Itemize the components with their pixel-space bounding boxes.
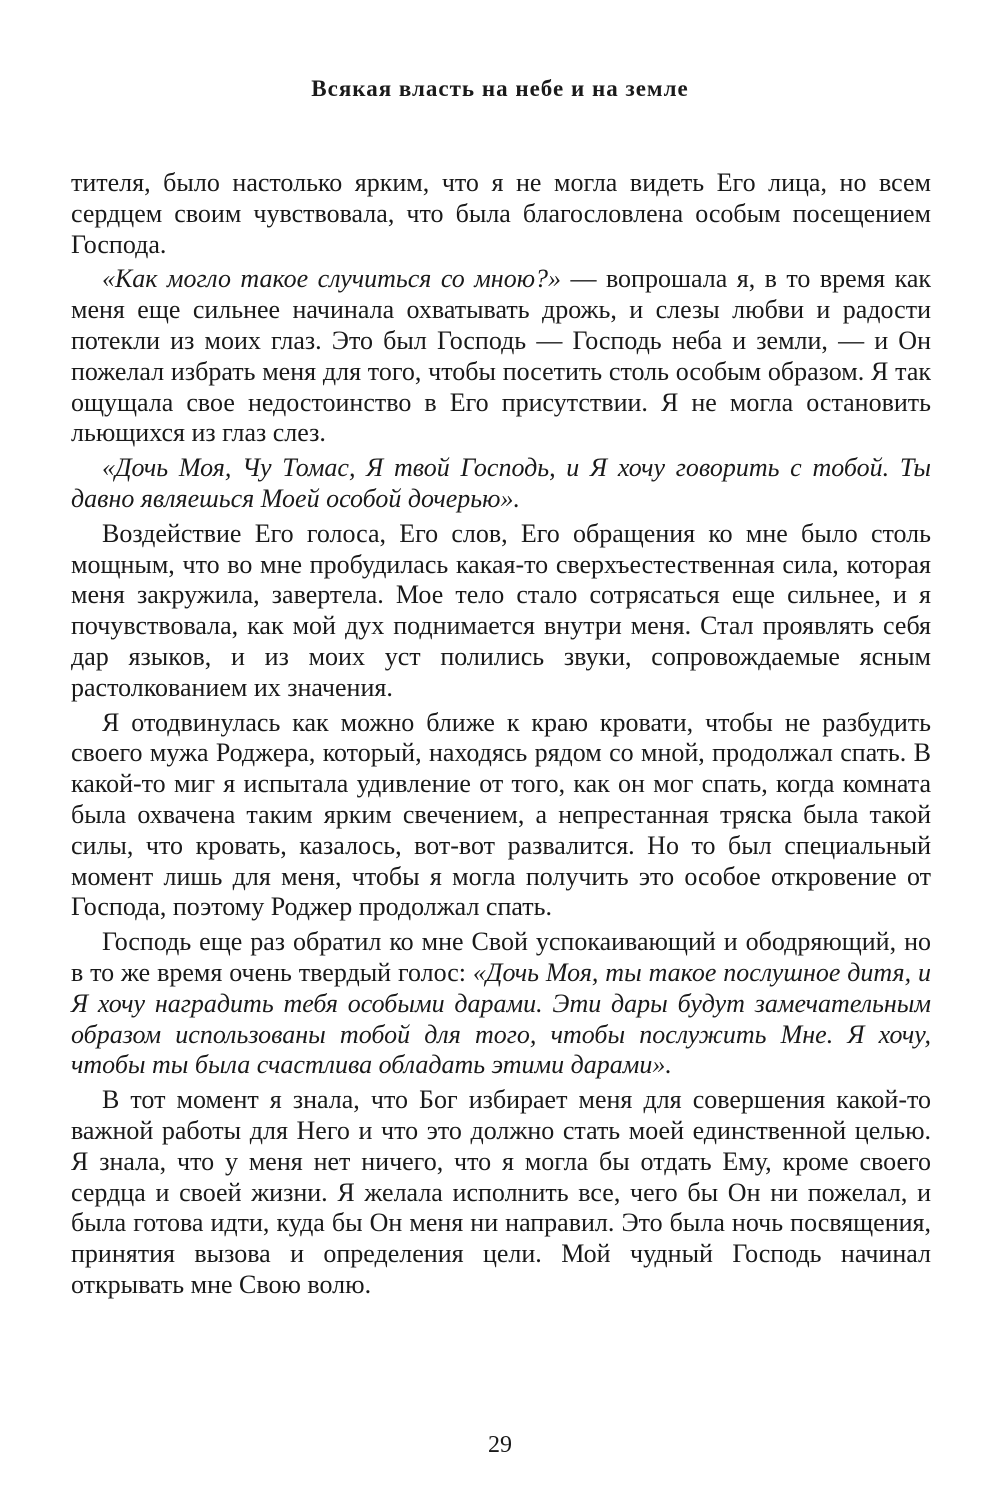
page-number: 29 bbox=[488, 1432, 512, 1458]
paragraph bbox=[71, 168, 931, 260]
paragraph bbox=[71, 453, 931, 515]
paragraph bbox=[71, 708, 931, 924]
paragraph-text: — вопрошала я, в то время как меня еще сильнее начинала охватывать дрожь, и слезы любви и радости потекли из моих глаз. Это был Господь — Господь неба и земли, — и Он пожелал избрать меня для того, чтобы посетить столь особым образом. Я так ощущала свое недостоинство в Его присутствии. Я не могла остановить льющихся из глаз слез. bbox=[71, 264, 931, 448]
paragraph bbox=[71, 1085, 931, 1301]
paragraph bbox=[71, 519, 931, 704]
body-text bbox=[71, 168, 931, 1301]
paragraph-text: В тот момент я знала, что Бог избирает меня для совершения какой-то важной работы для Него и что это должно стать моей единственной целью. Я знала, что у меня нет ничего, что я могла бы отдать Ему, кроме своего сердца и своей жизни. Я желала исполнить все, чего бы Он ни пожелал, и была готова идти, куда бы Он меня ни направил. Это была ночь посвящения, принятия вызова и определения цели. Мой чудный Господь начинал открывать мне Свою волю. bbox=[71, 1085, 931, 1299]
paragraph bbox=[71, 927, 931, 1081]
italic-quote-text: «Как могло такое случиться со мною?» bbox=[102, 264, 562, 294]
running-head: Всякая власть на небе и на земле bbox=[311, 76, 689, 101]
italic-quote-text: «Дочь Моя, Чу Томас, Я твой Господь, и Я хочу говорить с тобой. Ты давно являешься Моей особой дочерью». bbox=[71, 453, 931, 513]
paragraph-text: тителя, было настолько ярким, что я не могла видеть Его лица, но всем сердцем своим чувствовала, что была благословлена особым посещением Господа. bbox=[71, 168, 931, 259]
paragraph-text: Воздействие Его голоса, Его слов, Его обращения ко мне было столь мощным, что во мне пробудилась какая-то сверхъестественная сила, которая меня закружила, завертела. Мое тело стало сотрясаться еще сильнее, и я почувствовала, как мой дух поднимается внутри меня. Стал проявлять себя дар языков, и из моих уст полились звуки, сопровождаемые ясным растолкованием их значения. bbox=[71, 518, 931, 702]
paragraph-text: Я отодвинулась как можно ближе к краю кровати, чтобы не разбудить своего мужа Роджера, который, находясь рядом со мной, продолжал спать. В какой-то миг я испытала удивление от того, как он мог спать, когда комната была охвачена таким ярким свечением, а непрестанная тряска была такой силы, что кровать, казалось, вот-вот развалится. Но то был специальный момент лишь для меня, чтобы я могла получить это особое откровение от Господа, поэтому Роджер продолжал спать. bbox=[71, 707, 931, 922]
paragraph-text: Господь еще раз обратил ко мне Свой успокаивающий и ободряющий, но в то же время очень твердый голос: bbox=[71, 927, 931, 987]
italic-quote-text: «Дочь Моя, ты такое послушное дитя, и Я хочу наградить тебя особыми дарами. Эти дары будут замечательным образом использованы тобой для того, чтобы послужить Мне. Я хочу, чтобы ты была счастлива обладать этими дарами». bbox=[71, 957, 931, 1080]
paragraph bbox=[71, 264, 931, 449]
